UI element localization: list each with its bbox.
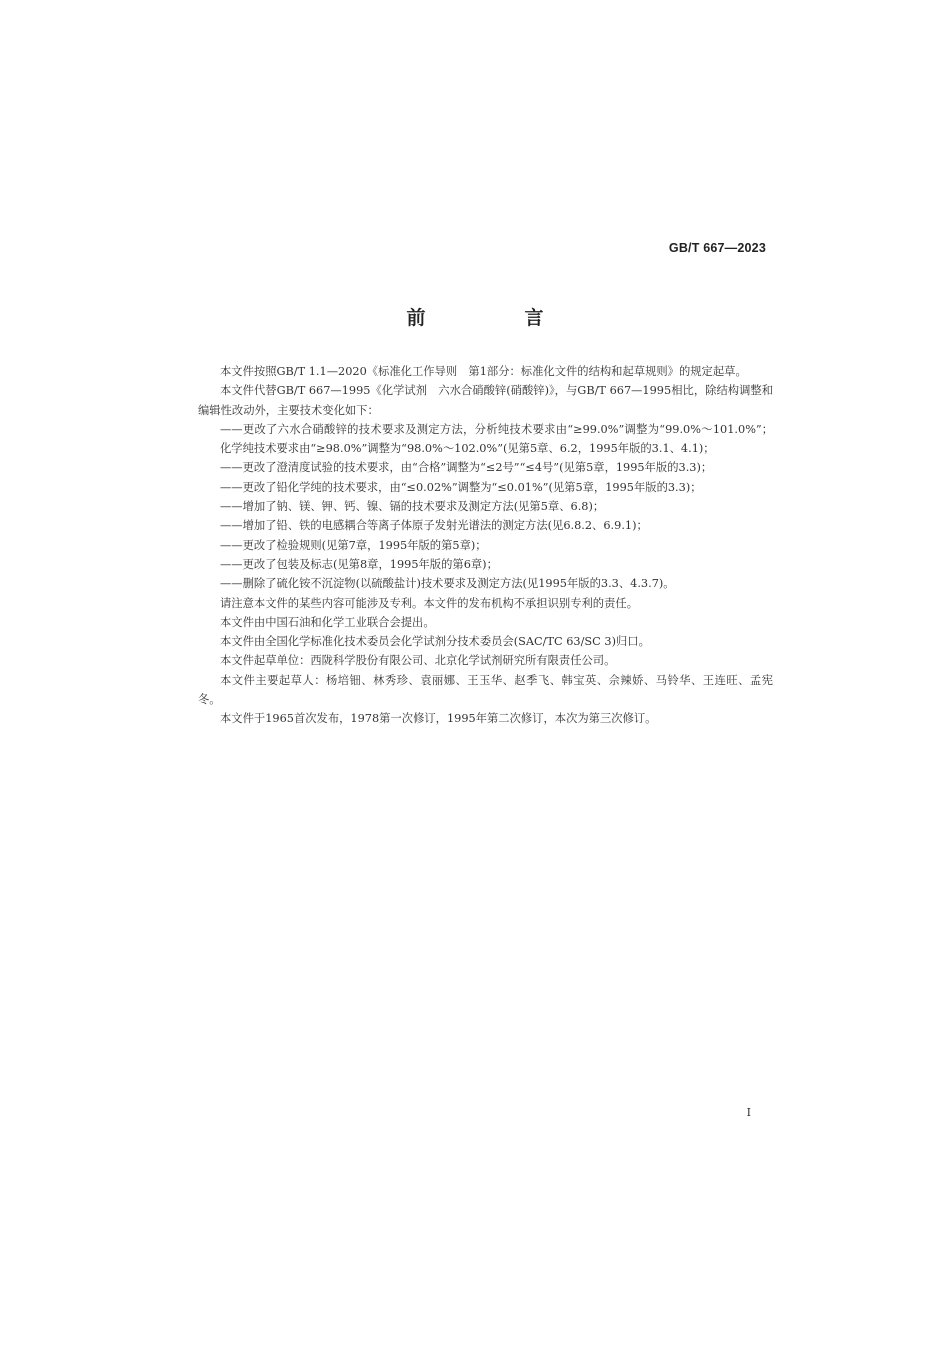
paragraph-drafters: 本文件主要起草人：杨培钿、林秀珍、袁丽娜、王玉华、赵季飞、韩宝英、佘辣娇、马铃华、王连旺、孟宪冬。 [198, 673, 773, 707]
paragraph-proposer: 本文件由中国石油和化学工业联合会提出。 [220, 615, 435, 629]
change-item: ——删除了硫化铵不沉淀物(以硫酸盐计)技术要求及测定方法(见1995年版的3.3、4.3.7)。 [220, 577, 675, 591]
paragraph-committee: 本文件由全国化学标准化技术委员会化学试剂分技术委员会(SAC/TC 63/SC 3)归口。 [220, 635, 650, 649]
paragraph-replaces: 本文件代替GB/T 667—1995《化学试剂 六水合硝酸锌(硝酸锌)》，与GB/T 667—1995相比，除结构调整和编辑性改动外，主要技术变化如下： [198, 384, 773, 417]
change-item: ——更改了澄清度试验的技术要求，由“合格”调整为“≤2号”“≤4号”(见第5章，1995年版的3.3)； [220, 461, 713, 475]
paragraph-drafting-rules: 本文件按照GB/T 1.1—2020《标准化工作导则 第1部分：标准化文件的结构和起草规则》的规定起草。 [220, 365, 747, 378]
change-item: ——更改了检验规则(见第7章，1995年版的第5章)； [220, 538, 487, 552]
doc-code: GB/T 667—2023 [668, 241, 766, 255]
foreword-body [198, 362, 773, 729]
change-item: ——增加了铅、铁的电感耦合等离子体原子发射光谱法的测定方法(见6.8.2、6.9.1)； [220, 519, 648, 533]
change-item: ——增加了钠、镁、钾、钙、镍、镉的技术要求及测定方法(见第5章、6.8)； [220, 500, 605, 514]
paragraph-history: 本文件于1965首次发布，1978第一次修订，1995年第二次修订，本次为第三次修订。 [220, 712, 657, 726]
change-item: ——更改了铅化学纯的技术要求，由“≤0.02%”调整为“≤0.01%”(见第5章，1995年版的3.3)； [220, 480, 702, 494]
change-item: ——更改了包装及标志(见第8章，1995年版的第6章)； [220, 557, 498, 571]
page-title: 前 言 [406, 307, 584, 329]
paragraph-patent-notice: 请注意本文件的某些内容可能涉及专利。本文件的发布机构不承担识别专利的责任。 [220, 596, 638, 610]
page-number: I [746, 1106, 751, 1119]
change-item: ——更改了六水合硝酸锌的技术要求及测定方法，分析纯技术要求由“≥99.0%”调整为“99.0%～101.0%”；化学纯技术要求由“≥98.0%”调整为“98.0%～102.0%”(见第5章、6.2，1995年版的3.1、4.1)； [220, 422, 773, 456]
paragraph-drafting-units: 本文件起草单位：西陇科学股份有限公司、北京化学试剂研究所有限责任公司。 [220, 654, 616, 668]
